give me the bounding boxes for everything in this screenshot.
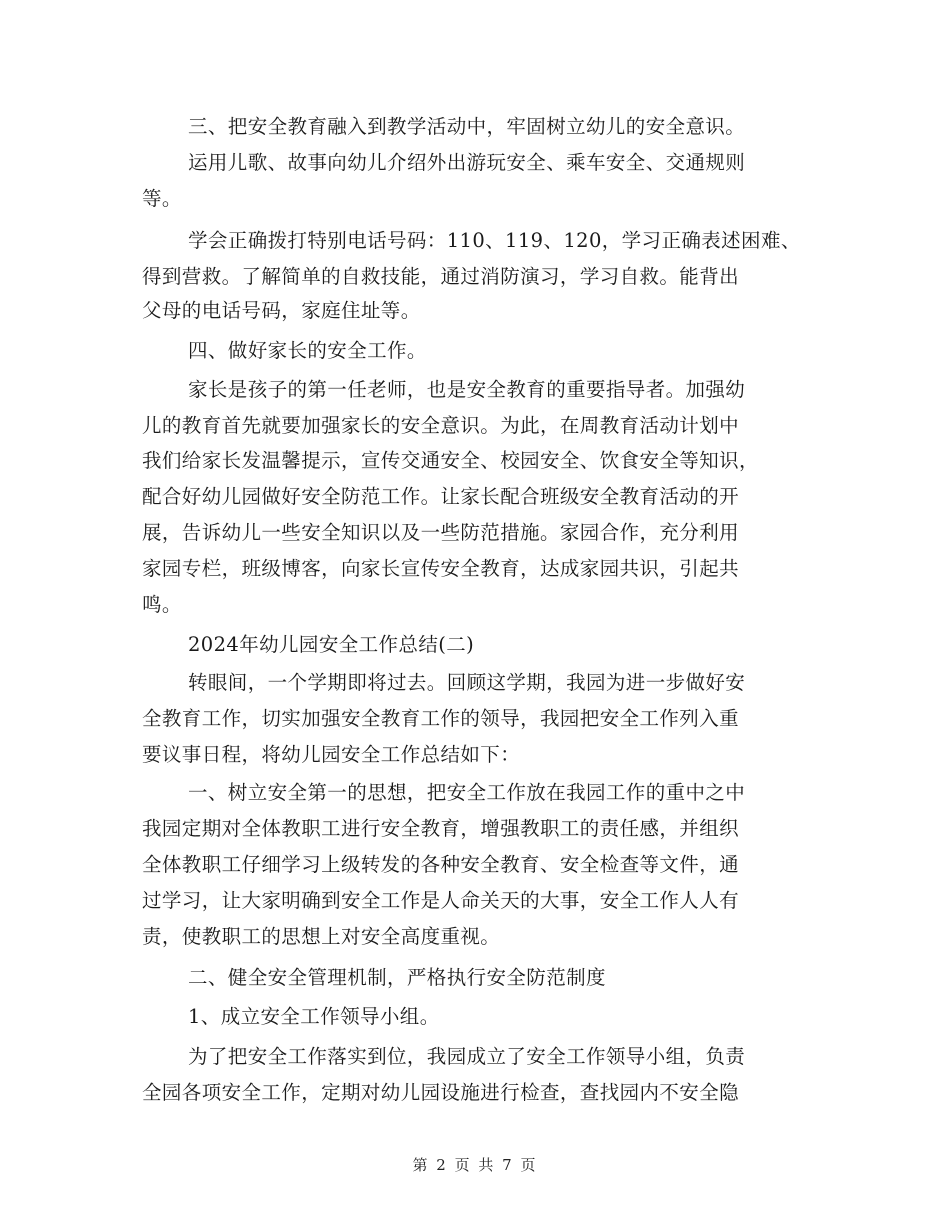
text-line: 学会正确拨打特别电话号码：110、119、120，学习正确表述困难、: [188, 229, 801, 252]
text-line: 展，告诉幼儿一些安全知识以及一些防范措施。家园合作，充分利用: [142, 521, 740, 544]
text-line: 二、健全安全管理机制，严格执行安全防范制度: [188, 966, 606, 989]
text-line: 等。: [142, 187, 182, 210]
text-line: 我们给家长发温馨提示，宣传交通安全、校园安全、饮食安全等知识，: [142, 449, 759, 472]
text-line: 运用儿歌、故事向幼儿介绍外出游玩安全、乘车安全、交通规则: [188, 151, 746, 174]
text-line: 全园各项安全工作，定期对幼儿园设施进行检查，查找园内不安全隐: [142, 1081, 740, 1104]
text-line: 要议事日程，将幼儿园安全工作总结如下：: [142, 743, 521, 766]
text-line: 责，使教职工的思想上对安全高度重视。: [142, 925, 501, 948]
text-line: 儿的教育首先就要加强家长的安全意识。为此，在周教育活动计划中: [142, 414, 740, 437]
text-line: 一、树立安全第一的思想，把安全工作放在我园工作的重中之中: [188, 781, 746, 804]
text-line: 转眼间，一个学期即将过去。回顾这学期，我园为进一步做好安: [188, 671, 746, 694]
text-line: 全教育工作，切实加强安全教育工作的领导，我园把安全工作列入重: [142, 707, 740, 730]
text-line: 家园专栏，班级博客，向家长宣传安全教育，达成家园共识，引起共: [142, 557, 740, 580]
text-line: 三、把安全教育融入到教学活动中，牢固树立幼儿的安全意识。: [188, 115, 746, 138]
text-line: 父母的电话号码，家庭住址等。: [142, 299, 421, 322]
text-line: 家长是孩子的第一任老师，也是安全教育的重要指导者。加强幼: [188, 378, 746, 401]
text-line: 配合好幼儿园做好安全防范工作。让家长配合班级安全教育活动的开: [142, 485, 740, 508]
page-number-footer: 第 2 页 共 7 页: [412, 1156, 538, 1174]
text-line: 全体教职工仔细学习上级转发的各种安全教育、安全检查等文件，通: [142, 853, 740, 876]
text-line: 鸣。: [142, 593, 182, 616]
text-line: 过学习，让大家明确到安全工作是人命关天的大事，安全工作人人有: [142, 889, 740, 912]
text-line: 得到营救。了解简单的自救技能，通过消防演习，学习自救。能背出: [142, 265, 740, 288]
section-title: 2024年幼儿园安全工作总结(二): [188, 633, 475, 656]
text-line: 为了把安全工作落实到位，我园成立了安全工作领导小组，负责: [188, 1045, 746, 1068]
text-line: 我园定期对全体教职工进行安全教育，增强教职工的责任感，并组织: [142, 817, 740, 840]
text-line: 1、成立安全工作领导小组。: [188, 1005, 440, 1028]
text-line: 四、做好家长的安全工作。: [188, 339, 427, 362]
